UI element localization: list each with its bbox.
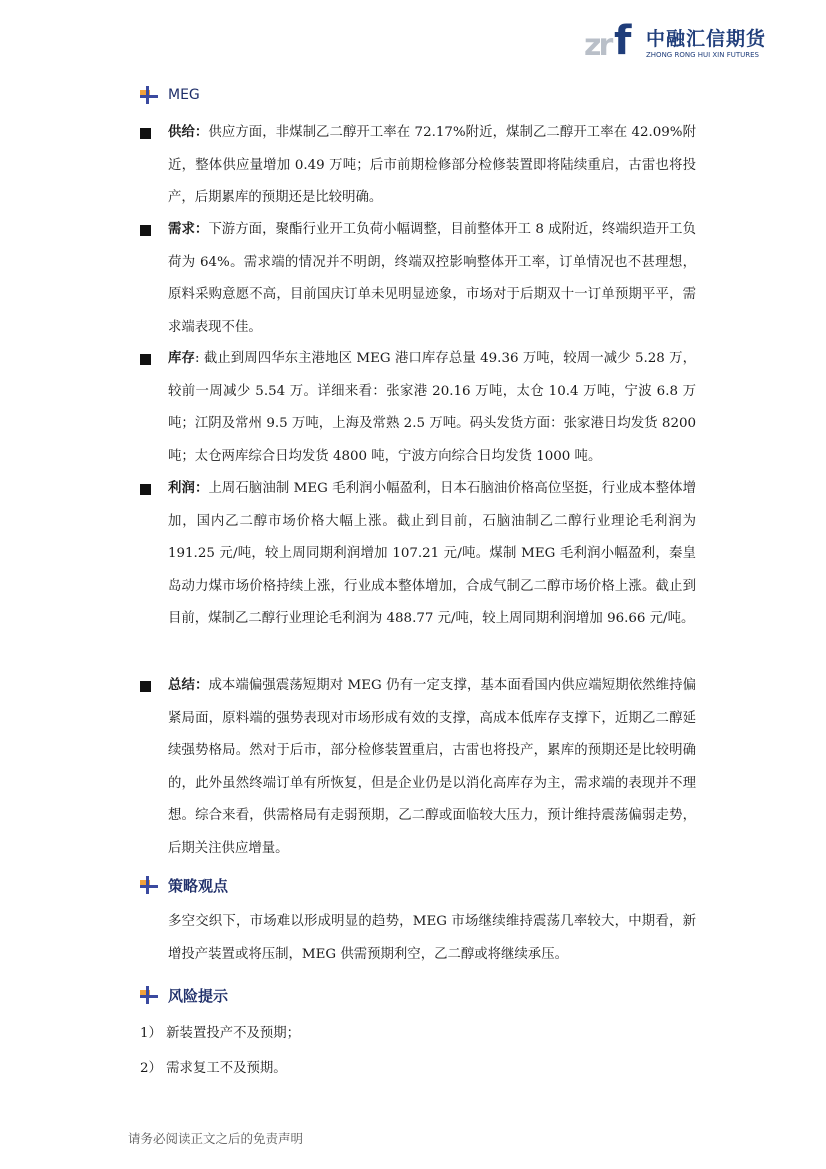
section-heading-strategy bbox=[140, 874, 228, 896]
paragraph-text: 上周石脑油制 MEG 毛利润小幅盈利，日本石脑油价格高位坚挺，行业成本整体增加，国内乙二醇市场价格大幅上涨。截止到目前，石脑油制乙二醇行业理论毛利润为 191.25 元/吨，较上周同期利润增加 107.21 元/吨。煤制 MEG 毛利润小幅盈利，秦皇岛动力煤市场价格持续上涨，行业成本整体增加，合成气制乙二醇市场价格上涨。截止到目前，煤制乙二醇行业理论毛利润为 488.77 元/吨，较上周同期利润增加 96.66 元/吨。 bbox=[168, 481, 696, 626]
company-logo bbox=[584, 20, 774, 64]
paragraph-label: 需求： bbox=[168, 222, 209, 237]
section-title-strategy: 策略观点 bbox=[168, 876, 229, 895]
paragraph-label: 供给： bbox=[168, 125, 209, 140]
paragraph-label: 总结： bbox=[168, 678, 209, 693]
paragraph-profit bbox=[168, 473, 696, 636]
bullet-square-icon bbox=[140, 484, 151, 495]
paragraph-text: 成本端偏强震荡短期对 MEG 仍有一定支撑，基本面看国内供应端短期依然维持偏紧局面，原料端的强势表现对市场形成有效的支撑，高成本低库存支撑下，近期乙二醇延续强势格局。然对于后市，部分检修装置重启，古雷也将投产，累库的预期还是比较明确的，此外虽然终端订单有所恢复，但是企业仍是以消化高库存为主，需求端的表现并不理想。综合来看，供需格局有走弱预期，乙二醇或面临较大压力，预计维持震荡偏弱走势，后期关注供应增量。 bbox=[168, 678, 696, 856]
section-heading-meg bbox=[140, 84, 200, 106]
logo-mark-zr: zr bbox=[584, 28, 611, 63]
paragraph-text: 供应方面，非煤制乙二醇开工率在 72.17%附近，煤制乙二醇开工率在 42.09%附近，整体供应量增加 0.49 万吨；后市前期检修部分检修装置即将陆续重启，古雷也将投产，后期累库的预期还是比较明确。 bbox=[168, 125, 696, 205]
paragraph-label: 库存 bbox=[168, 351, 195, 366]
logo-name-en: ZHONG RONG HUI XIN FUTURES bbox=[646, 51, 759, 59]
section-cross-icon bbox=[140, 86, 158, 104]
section-cross-icon bbox=[140, 876, 158, 894]
footer-disclaimer: 请务必阅读正文之后的免责声明 bbox=[128, 1131, 304, 1146]
risk-item-2: 2） 需求复工不及预期。 bbox=[140, 1061, 287, 1076]
risk-item-1: 1） 新装置投产不及预期； bbox=[140, 1026, 301, 1041]
paragraph-demand bbox=[168, 214, 696, 344]
bullet-square-icon bbox=[140, 681, 151, 692]
paragraph-text: : 截止到周四华东主港地区 MEG 港口库存总量 49.36 万吨，较周一减少 5.28 万，较前一周减少 5.54 万。详细来看：张家港 20.16 万吨，太仓 10.4 万吨，宁波 6.8 万吨；江阴及常州 9.5 万吨，上海及常熟 2.5 万吨。码头发货方面：张家港日均发货 8200 吨；太仓两库综合日均发货 4800 吨，宁波方向综合日均发货 1000 吨。 bbox=[168, 351, 697, 464]
bullet-square-icon bbox=[140, 128, 151, 139]
paragraph-inventory bbox=[168, 343, 696, 473]
paragraph-text: 下游方面，聚酯行业开工负荷小幅调整，目前整体开工 8 成附近，终端织造开工负荷为 64%。需求端的情况并不明朗，终端双控影响整体开工率，订单情况也不甚理想，原料采购意愿不高，目前国庆订单未见明显迹象，市场对于后期双十一订单预期平平，需求端表现不佳。 bbox=[168, 222, 697, 335]
paragraph-summary bbox=[168, 670, 696, 865]
paragraph-supply bbox=[168, 117, 696, 215]
section-cross-icon bbox=[140, 986, 158, 1004]
section-title-risk: 风险提示 bbox=[168, 986, 229, 1005]
paragraph-label: 利润： bbox=[168, 481, 209, 496]
paragraph-strategy: 多空交织下，市场难以形成明显的趋势，MEG 市场继续维持震荡几率较大，中期看，新增投产装置或将压制，MEG 供需预期利空，乙二醇或将继续承压。 bbox=[168, 914, 696, 962]
bullet-square-icon bbox=[140, 225, 151, 236]
logo-name-cn: 中融汇信期货 bbox=[646, 28, 767, 50]
section-heading-risk bbox=[140, 984, 228, 1006]
bullet-square-icon bbox=[140, 354, 151, 365]
logo-mark-f: f bbox=[614, 18, 632, 64]
section-title-meg: MEG bbox=[168, 87, 200, 103]
